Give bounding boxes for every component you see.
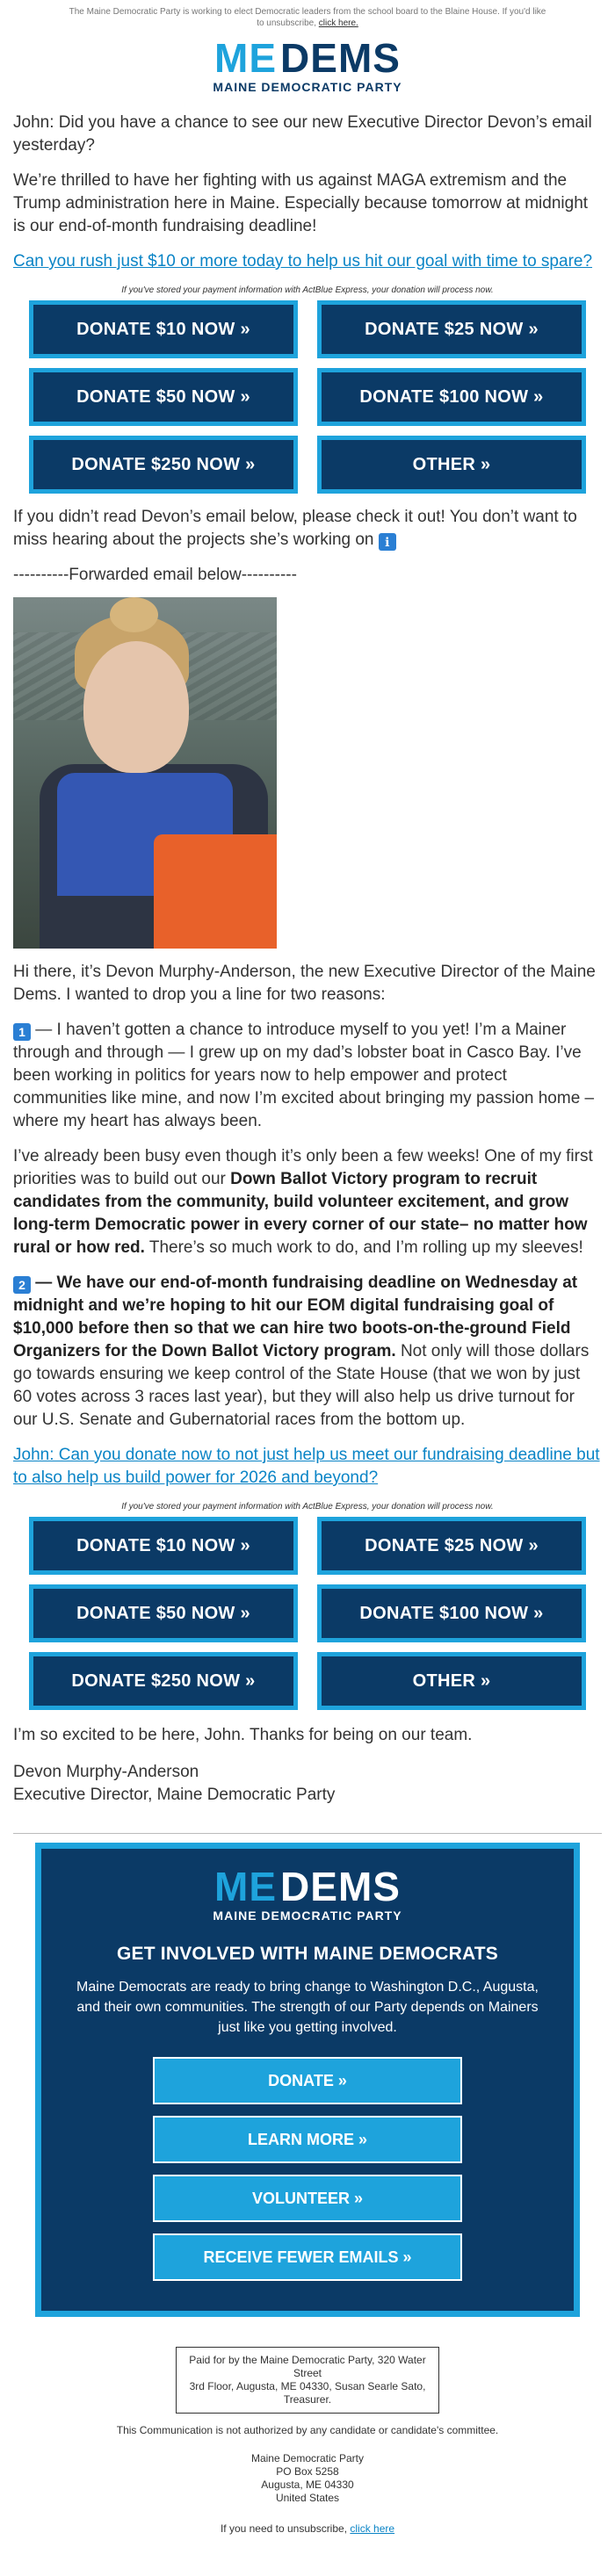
intro-ask [13, 250, 602, 273]
footer-logo: ME DEMS MAINE DEMOCRATIC PARTY [213, 1864, 402, 1923]
letter-ask-link[interactable]: John: Can you donate now to not just help us meet our fundraising deadline but to also help us build power for 2026 and beyond? [13, 1446, 600, 1487]
donate-10-button[interactable]: DONATE $10 NOW » [29, 300, 298, 358]
preheader-text: The Maine Democratic Party is working to elect Democratic leaders from the school board to the Blaine House. If you'd like to unsubscribe, [69, 7, 546, 28]
intro-ask-link[interactable]: Can you rush just $10 or more today to help us hit our goal with time to spare? [13, 252, 593, 271]
intro-paragraph-2: We’re thrilled to have her fighting with us against MAGA extremism and the Trump administration here in Maine. Especially because tomorrow at midnight is our end-of-month fundraising deadline! [13, 171, 589, 235]
letter-paragraph-2: 1 — I haven’t gotten a chance to introduce myself to you yet! I’m a Mainer through and through — I grew up on my dad’s lobster boat in Casco Bay. I’ve been working in politics for years now to help empower and protect communities like mine, and now I’m excited about bringing my passion home – where my heart has always been. [13, 1021, 595, 1130]
mid-paragraph-text: If you didn’t read Devon’s email below, please check it out! You don’t want to miss hearing about the projects she’s working on [13, 508, 577, 549]
closing-line: I’m so excited to be here, John. Thanks for being on our team. [13, 1726, 473, 1744]
footer-divider [13, 1833, 602, 1834]
donate-100-button[interactable]: DONATE $100 NOW » [317, 1584, 586, 1642]
footer-panel [35, 1843, 580, 2317]
letter-paragraph-3: I’ve already been busy even though it’s only been a few weeks! One of my first priorities was to build out our Down Ballot Victory program to recruit candidates from the community, build volunteer excitement, and grow long-term Democratic power in every corner of our state– no matter how rural or how red. There’s so much work to do, and I’m rolling up my sleeves! [13, 1147, 593, 1257]
preheader [13, 0, 602, 29]
preheader-unsubscribe-link[interactable]: click here. [318, 18, 358, 28]
not-authorized-notice: This Communication is not authorized by any candidate or candidate's committee. [116, 2424, 499, 2436]
mid-paragraph [13, 506, 602, 552]
paid-for-disclaimer: Paid for by the Maine Democratic Party, 320 Water Street 3rd Floor, Augusta, ME 04330, Susan Searle Sato, Treasurer. [176, 2347, 439, 2414]
donate-25-button[interactable]: DONATE $25 NOW » [317, 300, 586, 358]
intro-paragraph-1: John: Did you have a chance to see our new Executive Director Devon’s email yesterday? [13, 113, 592, 155]
donate-25-button[interactable]: DONATE $25 NOW » [317, 1517, 586, 1575]
donate-other-button[interactable]: OTHER » [317, 1652, 586, 1710]
donate-10-button[interactable]: DONATE $10 NOW » [29, 1517, 298, 1575]
footer-volunteer-button[interactable]: VOLUNTEER » [153, 2175, 462, 2222]
letter-ask [13, 1444, 602, 1490]
donate-50-button[interactable]: DONATE $50 NOW » [29, 1584, 298, 1642]
keycap-1-icon: 1 [13, 1023, 31, 1041]
donate-100-button[interactable]: DONATE $100 NOW » [317, 368, 586, 426]
footer-fewer-emails-button[interactable]: RECEIVE FEWER EMAILS » [153, 2233, 462, 2281]
logo-dems: DEMS [280, 35, 401, 81]
footer-text: Maine Democrats are ready to bring change to Washington D.C., Augusta, and their own communities. The strength of our Party depends on Mainers just like you getting involved. [76, 1980, 539, 2035]
devon-photo [13, 597, 277, 949]
logo-me: ME [214, 35, 278, 81]
signature [13, 1761, 602, 1807]
forwarded-divider: ----------Forwarded email below---------- [13, 566, 297, 584]
donate-250-button[interactable]: DONATE $250 NOW » [29, 1652, 298, 1710]
footer-learn-more-button[interactable]: LEARN MORE » [153, 2116, 462, 2163]
keycap-2-icon: 2 [13, 1276, 31, 1294]
mailing-address: Maine Democratic Party PO Box 5258 Augusta, ME 04330 United States [250, 2452, 365, 2504]
signature-title: Executive Director, Maine Democratic Party [13, 1786, 336, 1804]
logo-subtitle: MAINE DEMOCRATIC PARTY [213, 80, 402, 94]
footer-heading: GET INVOLVED WITH MAINE DEMOCRATS [117, 1944, 498, 1964]
header-logo [13, 35, 602, 94]
unsubscribe-line: If you need to unsubscribe, click here [220, 2522, 395, 2535]
footer-donate-button[interactable]: DONATE » [153, 2057, 462, 2104]
pointing-down-icon: ℹ [379, 533, 396, 551]
donate-grid-bottom [13, 1512, 602, 1710]
actblue-note: If you've stored your payment information with ActBlue Express, your donation will process now. [121, 285, 494, 295]
donate-grid-top [13, 295, 602, 494]
signature-name: Devon Murphy-Anderson [13, 1763, 199, 1781]
donate-other-button[interactable]: OTHER » [317, 436, 586, 494]
letter-paragraph-1: Hi there, it’s Devon Murphy-Anderson, the new Executive Director of the Maine Dems. I wanted to drop you a line for two reasons: [13, 963, 596, 1004]
donate-50-button[interactable]: DONATE $50 NOW » [29, 368, 298, 426]
footer-logo-wordmark: ME DEMS [214, 1864, 401, 1909]
actblue-note-2: If you've stored your payment information with ActBlue Express, your donation will process now. [121, 1502, 494, 1512]
letter-paragraph-4: 2 — We have our end-of-month fundraising deadline on Wednesday at midnight and we’re hoping to hit our EOM digital fundraising goal of $10,000 before then so that we can hire two boots-on-the-ground Field Organizers for the Down Ballot Victory program. Not only will those dollars go towards ensuring we keep control of the State House (that we won by just 60 votes across 3 races last year), but they will also help us drive turnout for our U.S. Senate and Gubernatorial races from the bottom up. [13, 1274, 590, 1429]
logo-wordmark [214, 35, 401, 81]
donate-250-button[interactable]: DONATE $250 NOW » [29, 436, 298, 494]
unsubscribe-link[interactable]: click here [350, 2522, 395, 2535]
